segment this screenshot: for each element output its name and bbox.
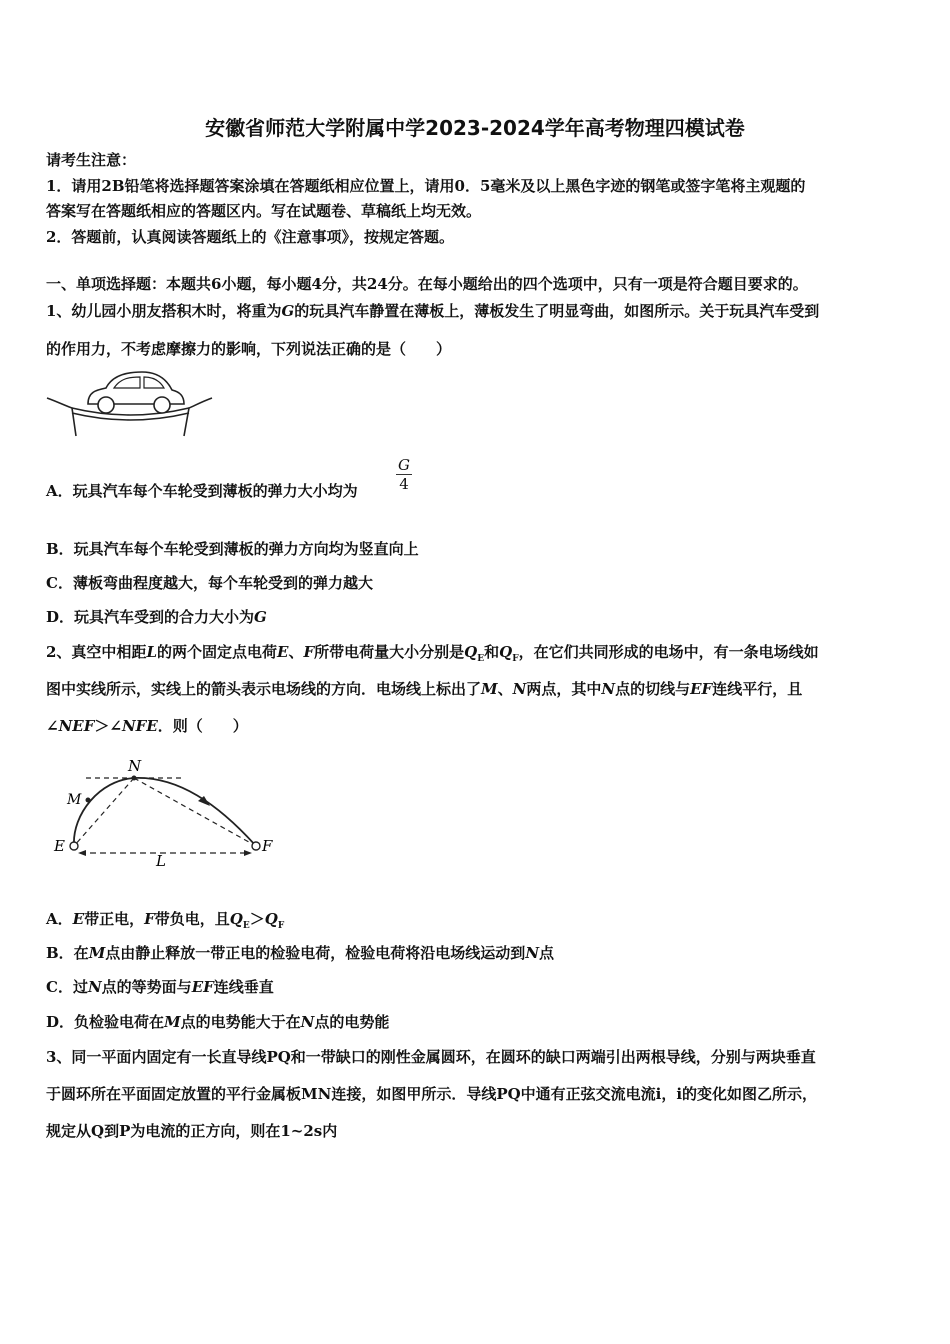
fraction-denominator: 4 [399, 475, 409, 493]
q1-option-b: B．玩具汽车每个车轮受到薄板的弹力方向均为竖直向上 [46, 540, 419, 558]
page-title: 安徽省师范大学附属中学2023-2024学年高考物理四模试卷 [205, 116, 745, 140]
label-n: N [128, 757, 142, 775]
field-line-figure [48, 754, 278, 874]
q1-option-a: A．玩具汽车每个车轮受到薄板的弹力大小均为 [46, 482, 358, 500]
q2-stem-line3: ∠NEF＞∠NFE．则（ ） [46, 717, 248, 735]
g-over-4-fraction [396, 456, 412, 493]
notice-item-1: 1．请用2B铅笔将选择题答案涂填在答题纸相应位置上，请用0．5毫米及以上黑色字迹的钢笔或签字笔将主观题的 [46, 177, 806, 195]
q3-stem-line2: 于圆环所在平面固定放置的平行金属板MN连接，如图甲所示．导线PQ中通有正弦交流电流i，i的变化如图乙所示， [46, 1085, 818, 1103]
label-e: E [54, 837, 65, 855]
q2-option-b: B．在M点由静止释放一带正电的检验电荷，检验电荷将沿电场线运动到N点 [46, 944, 555, 962]
q2-stem-line2: 图中实线所示，实线上的箭头表示电场线的方向．电场线上标出了M、N两点，其中N点的切线与EF连线平行，且 [46, 680, 803, 698]
q1-stem: 1、幼儿园小朋友搭积木时，将重为G的玩具汽车静置在薄板上，薄板发生了明显弯曲，如图所示。关于玩具汽车受到 [46, 302, 820, 320]
q2-option-d: D．负检验电荷在M点的电势能大于在N点的电势能 [46, 1013, 390, 1031]
q2-option-a: A．E带正电，F带负电，且$Q_E>Q_F$ [46, 910, 285, 931]
section-heading: 一、单项选择题：本题共6小题，每小题4分，共24分。在每小题给出的四个选项中，只有一项是符合题目要求的。 [46, 275, 808, 293]
q1-stem-cont: 的作用力，不考虑摩擦力的影响，下列说法正确的是（ ） [46, 340, 452, 358]
q2-option-c: C．过N点的等势面与EF连线垂直 [46, 978, 274, 996]
notice-heading: 请考生注意： [46, 151, 137, 169]
q2-stem: 2、真空中相距L的两个固定点电荷E、F所带电荷量大小分别是$Q_E$和$Q_F$，在它们共同形成的电场中，有一条电场线如 [46, 643, 819, 664]
toy-car-figure [44, 368, 214, 440]
label-m: M [67, 792, 82, 808]
q1-option-c: C．薄板弯曲程度越大，每个车轮受到的弹力越大 [46, 574, 373, 592]
notice-item-2: 2．答题前，认真阅读答题纸上的《注意事项》，按规定答题。 [46, 228, 454, 246]
fraction-numerator: G [396, 456, 412, 475]
q1-option-d: D．玩具汽车受到的合力大小为G [46, 608, 267, 626]
q3-stem-line3: 规定从Q到P为电流的正方向，则在1~2s内 [46, 1122, 338, 1140]
q3-stem: 3、同一平面内固定有一长直导线PQ和一带缺口的刚性金属圆环，在圆环的缺口两端引出两根导线，分别与两块垂直 [46, 1048, 816, 1066]
label-f: F [262, 837, 273, 855]
notice-item-1-cont: 答案写在答题纸相应的答题区内。写在试题卷、草稿纸上均无效。 [46, 202, 482, 220]
label-l: L [156, 852, 166, 870]
